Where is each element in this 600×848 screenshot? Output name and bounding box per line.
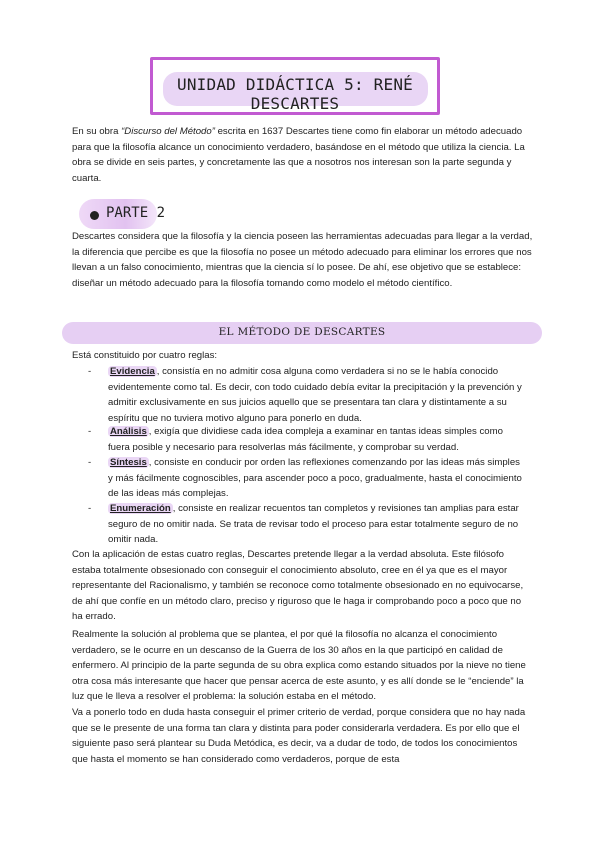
body-paragraph-1: Con la aplicación de estas cuatro reglas, Descartes pretende llegar a la verdad absoluta. Este filósofo estaba totalmente obsesionado con conseguir el conocimiento absoluto, cree en él ya que es el mayor representante del Racionalismo, y también se reconoce como totalmente obsesionado en no equivocarse, de ahí que confíe en un método claro, preciso y riguroso que le haga ir comprobando poco a poco que no ha errado. [72,549,524,623]
rules-lead: Está constituido por cuatro reglas: [72,350,218,361]
list-dash: - [88,366,92,377]
work-title: “Discurso del Método” [121,126,215,137]
intro-paragraph [72,124,534,186]
rule-term: Síntesis [110,457,147,468]
list-dash: - [88,457,92,468]
list-dash: - [88,426,92,437]
title-box [150,57,440,115]
list-dash: - [88,503,92,514]
parte2-paragraph: Descartes considera que la filosofía y la ciencia poseen las herramientas adecuadas para llegar a la verdad, la diferencia que percibe es que la filosofía no posee un método adecuado para eliminar los errores que nos llevan a un falso conocimiento, mientras que la ciencia sí lo posee. De ahí, ese objetivo que se establece: diseñar un método adecuado para la filosofía tomando como modelo el método científico. [72,231,533,289]
rule-text [108,364,526,426]
body-paragraph-2: Realmente la solución al problema que se plantea, el por qué la filosofía no alcanza el conocimiento verdadero, se le ocurre en un descanso de la Guerra de los 30 años en la que participó en calidad de enfermero. Al principio de la parte segunda de su obra explica como estando situados por la nieve no tiene otra cosa más interesante que hacer que pensar acerca de este asunto, y es allí donde se le “enciende” la luz que le lleva a resolver el problema: la solución estaba en el método. [72,629,526,703]
rule-term: Análisis [110,426,147,437]
intro-text-end: escrita en 1637 Descartes tiene como fin elaborar un método adecuado para que la filosofía alcance un conocimiento verdadero, basándose en el método que utiliza la ciencia. La obra se divide en seis partes, y concretamente las que a nosotros nos interesan son la parte segunda y cuarta. [72,126,525,184]
parte2-heading: PARTE 2 [106,205,166,221]
section-heading: EL MÉTODO DE DESCARTES [218,326,386,338]
body-paragraph-3: Va a ponerlo todo en duda hasta conseguir el primer criterio de verdad, porque considera que no hay nada que se le presente de una forma tan clara y distinta para poder considerarla verdadera. Es por ello que el siguiente paso será plantear su Duda Metódica, es decir, va a dudar de todo, de todos los conocimientos que hasta el momento se han considerado como verdaderos, porque de esta [72,707,526,765]
rule-term: Enumeración [110,503,171,514]
intro-text-start: En su obra [72,126,122,137]
rule-text [108,424,526,455]
rule-description: , consiste en conducir por orden las reflexiones comenzando por las ideas más simples y más fácilmente cognoscibles, para ascender poco a poco, gradualmente, hasta el conocimiento de las ideas más complejas. [108,457,522,500]
rule-description: , consistía en no admitir cosa alguna como verdadera si no se le había conocido evidentemente como tal. Es decir, con todo cuidado debía evitar la precipitación y la prevención y admitir exclusivamente en sus juicios aquello que se presentara tan clara y distintamente a su espíritu que no tuviera motivo alguno para ponerlo en duda. [108,366,522,424]
rule-description: , consiste en realizar recuentos tan completos y revisiones tan amplias para estar seguro de no omitir nada. Se trata de revisar todo el proceso para estar totalmente seguro de no omitir nada. [108,503,519,546]
rule-text [108,455,526,502]
rule-term: Evidencia [110,366,155,377]
bullet-dot-icon [90,211,99,220]
rule-description: , exigía que dividiese cada idea compleja a examinar en tantas ideas simples como fuera posible y necesario para resolverlas más fácilmente, y comprobar su verdad. [108,426,503,453]
page-title: UNIDAD DIDÁCTICA 5: RENÉ DESCARTES [177,75,413,113]
rule-text [108,501,526,548]
